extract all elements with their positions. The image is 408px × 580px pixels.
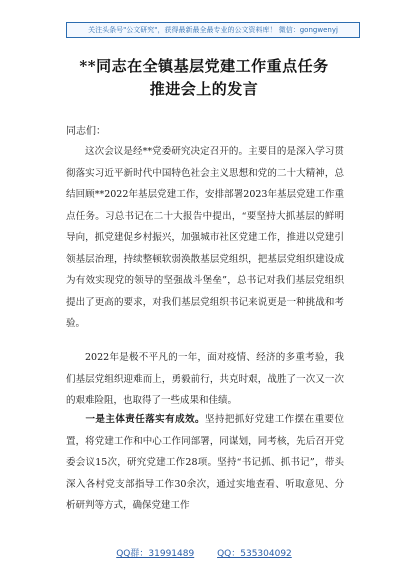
qq-group-link[interactable]: QQ群：31991489 <box>116 549 195 559</box>
paragraph-intro: 这次会议是经**党委研究决定召开的。主要目的是深入学习贯彻落实习近平新时代中国特色社会主义思想和党的二十大精神，总结回顾**2022年基层党建工作，安排部署2023年基层党建工作重点任务。习总书记在二十大报告中提出，“要坚持大抓基层的鲜明导向，抓党建促乡村振兴，加强城市社区党建工作，推进以党建引领基层治理，持续整顿软弱涣散基层党组织，把基层党组织建设成为有效实现党的领导的坚强战斗堡垒”，总书记对我们基层党组织提出了更高的要求，对我们基层党组织书记来说更是一种挑战和考验。 <box>66 146 344 329</box>
paragraph-lead-heading: 一是主体责任落实有成效。 <box>85 414 205 425</box>
qq-contact-link[interactable]: QQ：535304092 <box>217 549 292 559</box>
greeting: 同志们： <box>66 126 106 137</box>
document-title-line2: 推进会上的发言 <box>149 80 259 98</box>
document-title-line1: **同志在全镇基层党建工作重点任务 <box>79 57 329 75</box>
paragraph-review: 2022年是极不平凡的一年，面对疫情、经济的多重考验，我们基层党组织迎难而上，勇毅前行，共克时艰，战胜了一次又一次的艰难险阻，也取得了一些成果和佳绩。 <box>66 352 344 406</box>
paragraph-responsibility-body: 坚持把抓好党建工作摆在重要位置，将党建工作和中心工作同部署，同谋划，同考核，先后召开党委会议15次，研究党建工作28项。坚持“书记抓、抓书记”，带头深入各村党支部指导工作30余次，通过实地查看、听取意见、分析研判等方式，确保党建工作 <box>66 414 344 511</box>
promo-banner: 关注头条号"公文研究"，获得最新最全最专业的公文资料库！ 微信：gongwenyj <box>66 22 360 38</box>
paragraph-responsibility <box>66 409 344 517</box>
contact-footer <box>0 546 408 559</box>
